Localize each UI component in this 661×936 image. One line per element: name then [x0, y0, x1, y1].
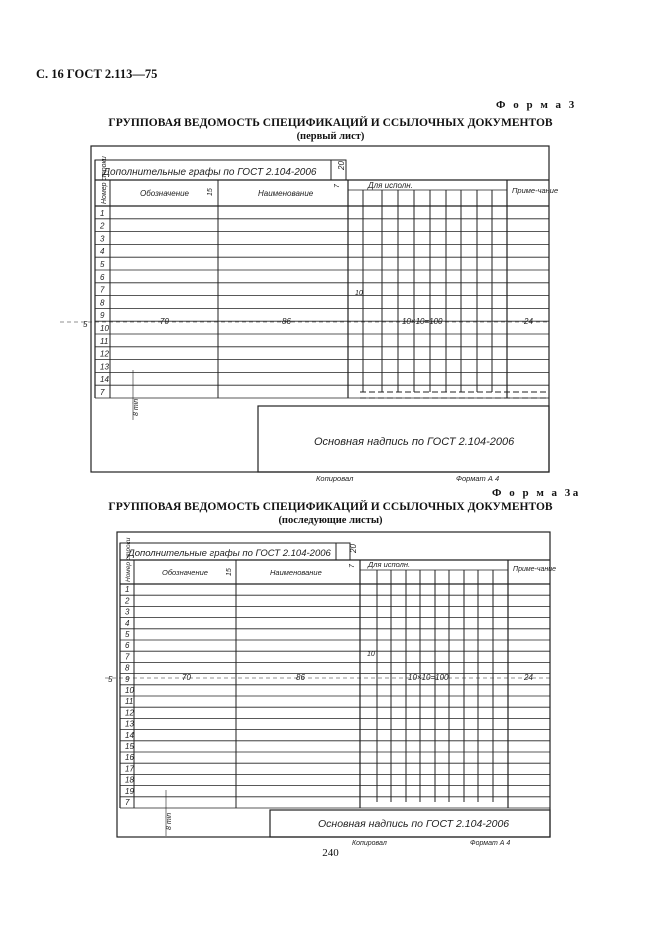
form3a-row-number: 5 — [125, 630, 130, 639]
form3a-title-block-text: Основная надпись по ГОСТ 2.104-2006 — [318, 818, 510, 830]
form3-row-number: 1 — [100, 208, 105, 218]
form3a-dim-note: 24 — [524, 673, 533, 682]
form3a-row-number: 12 — [125, 708, 134, 718]
form3-title-block-text: Основная надпись по ГОСТ 2.104-2006 — [314, 436, 515, 448]
form3a-row-number: 18 — [125, 775, 134, 785]
form3-row-number: 11 — [100, 336, 109, 346]
form3a-col-note: Приме-чание — [513, 566, 557, 573]
form3-label: Ф о р м а 3 — [496, 99, 577, 111]
form3-col-pos: Номер строки — [101, 156, 108, 204]
form3-row-number: 10 — [100, 324, 109, 333]
form3a-row-number: 4 — [125, 618, 130, 628]
form3-col-note: Приме-чание — [512, 186, 559, 195]
form3a-row-number: 6 — [125, 641, 130, 651]
form3-copied: Копировал — [316, 474, 354, 483]
form3-dim-note: 24 — [524, 317, 533, 326]
page-number: 240 — [322, 847, 339, 859]
form3-row-number: 13 — [100, 362, 109, 372]
form3a-row-number: 2 — [125, 596, 130, 606]
form3a-extra-columns: Дополнительные графы по ГОСТ 2.104-2006 — [128, 548, 331, 559]
form3-title: ГРУППОВАЯ ВЕДОМОСТЬ СПЕЦИФИКАЦИЙ И ССЫЛОЧНЫХ ДОКУМЕНТОВ — [108, 117, 553, 129]
form3a-dim-exec: 10×10=100 — [408, 673, 449, 682]
form3-col-for-exec: Для исполн. — [368, 181, 413, 190]
form3a-row-number: 7 — [125, 652, 130, 662]
form3a-subtitle: (последующие листы) — [278, 515, 383, 526]
form3a-col-for-exec: Для исполн. — [368, 560, 411, 569]
form3-subtitle: (первый лист) — [296, 131, 365, 142]
form3-col-designation: Обозначение — [140, 189, 190, 198]
form3a-row-number: 8 — [125, 663, 130, 673]
form3-row-number: 7 — [100, 285, 105, 295]
form3-row-number: 5 — [100, 260, 105, 269]
form3a-row-number: 10 — [125, 686, 134, 695]
form3a-dim-left: 5 — [108, 675, 113, 684]
form3a-row-number: 3 — [125, 607, 130, 617]
form3a-row-number: 11 — [125, 697, 134, 707]
form3a-col-designation: Обозначение — [162, 568, 208, 577]
form3a-format: Формат А 4 — [470, 840, 511, 847]
form3-format: Формат А 4 — [456, 474, 500, 483]
form3a-title: ГРУППОВАЯ ВЕДОМОСТЬ СПЕЦИФИКАЦИЙ И ССЫЛОЧНЫХ ДОКУМЕНТОВ — [108, 501, 553, 513]
form3-row-number: 6 — [100, 272, 105, 282]
form3a-label: Ф о р м а 3а — [492, 487, 581, 499]
form3a-row-number: 14 — [125, 730, 134, 740]
form3a-dim-10: 10 — [367, 651, 375, 658]
form3a-col-pos: Номер строки — [125, 537, 132, 582]
form3a-dim-7: 7 — [349, 564, 356, 568]
form3a-row-number: 16 — [125, 753, 134, 763]
form3a-copied: Копировал — [352, 840, 387, 847]
form3a-row-number: 1 — [125, 585, 130, 595]
form3a-row-number: 13 — [125, 719, 134, 729]
form3-row-number: 14 — [100, 375, 109, 385]
form3-dim-70: 70 — [160, 317, 169, 326]
form3-dim-8min: 8 min — [133, 398, 140, 416]
form3-dim-10: 10 — [355, 290, 363, 297]
form3-row-number: 12 — [100, 349, 109, 359]
form3-dim-exec: 10×10=100 — [402, 317, 443, 326]
form3-extra-columns: Дополнительные графы по ГОСТ 2.104-2006 — [103, 167, 317, 178]
form3a-row-number: 17 — [125, 764, 134, 774]
form3a-dim-86: 86 — [296, 673, 305, 682]
form3-dim-top: 20 — [337, 161, 346, 170]
form3a-row-number: 19 — [125, 786, 134, 796]
form3a-col-name: Наименование — [270, 568, 322, 577]
form3-row-number: 2 — [100, 221, 105, 231]
form3a-row-number: 7 — [125, 798, 130, 807]
form3-row-number: 7 — [100, 388, 105, 397]
form3-col-name: Наименование — [258, 189, 314, 198]
form3a-dim-70: 70 — [182, 673, 191, 682]
form3-dim-left: 5 — [83, 320, 88, 329]
page-header: С. 16 ГОСТ 2.113—75 — [36, 67, 158, 81]
form3a-row-number: 15 — [125, 742, 134, 751]
form3-row-number: 3 — [100, 234, 105, 244]
form3-row-number: 4 — [100, 247, 105, 257]
form3a-dim-15: 15 — [226, 568, 233, 576]
form3a-row-number: 9 — [125, 674, 130, 684]
form3a-dim-8min: 8 min — [166, 812, 173, 830]
form3-dim-86: 86 — [282, 317, 291, 326]
form3-row-number: 9 — [100, 311, 105, 321]
form3a-extra-box-small — [336, 543, 350, 560]
form3-dim-7: 7 — [334, 184, 341, 188]
form3-dim-15: 15 — [207, 188, 214, 196]
form3-row-number: 8 — [100, 298, 105, 308]
form3a-dim-top: 20 — [349, 544, 358, 553]
